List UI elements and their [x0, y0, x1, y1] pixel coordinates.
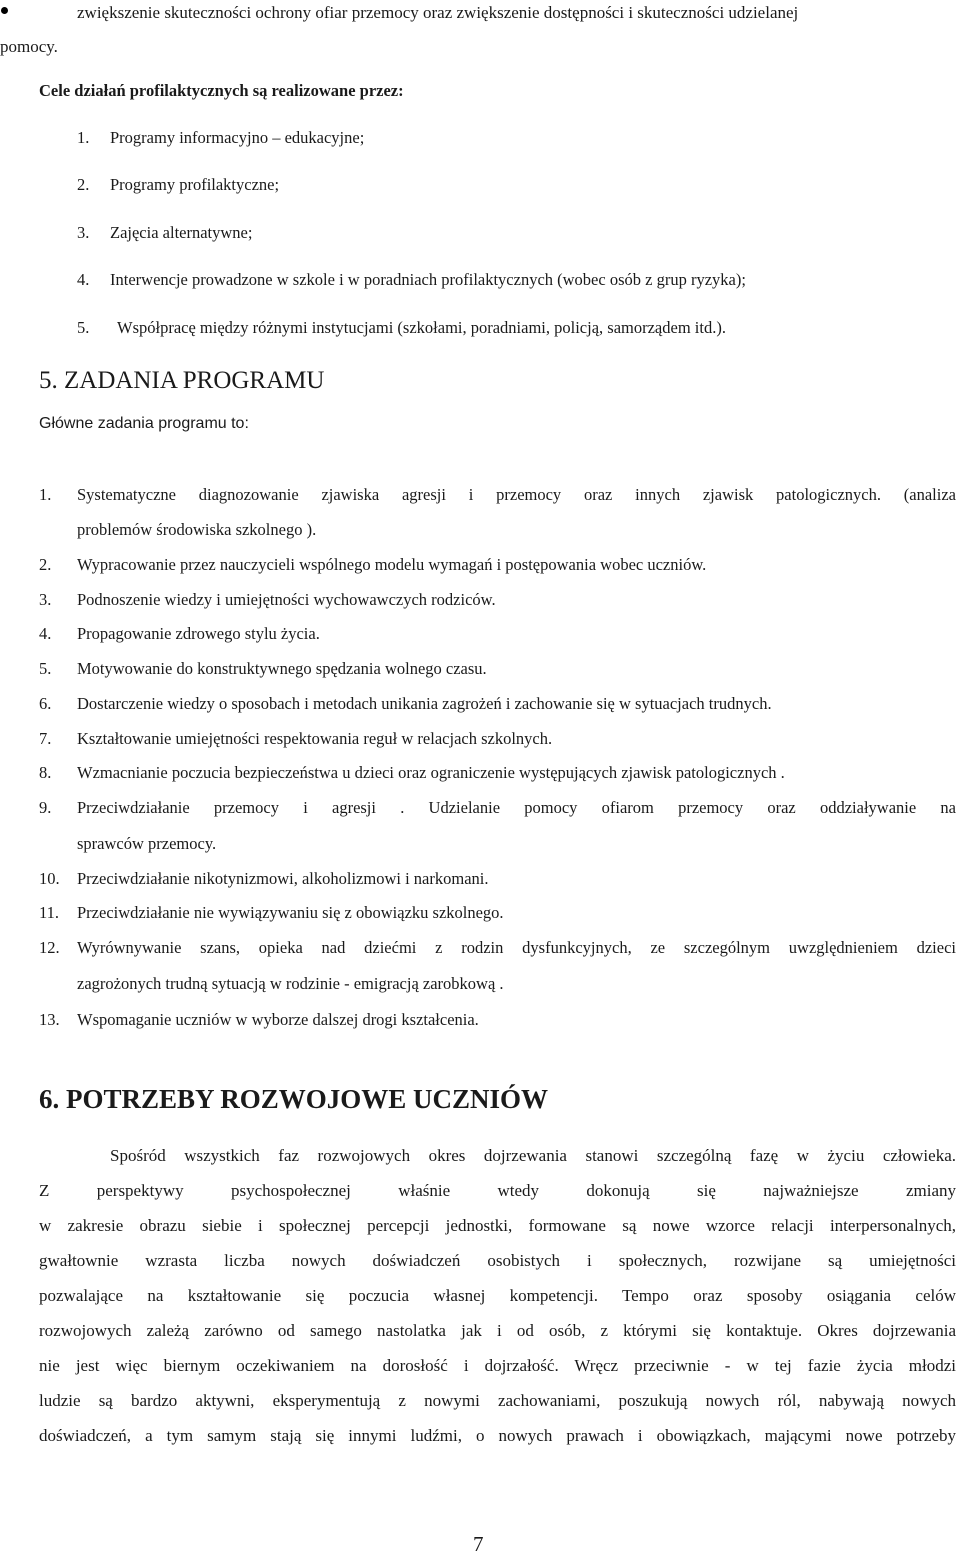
task-text-continued: sprawców przemocy. — [77, 834, 217, 853]
task-text: Wypracowanie przez nauczycieli wspólnego modelu wymagań i postępowania wobec uczniów. — [77, 555, 707, 574]
task-number: 3. — [39, 590, 52, 609]
paragraph-line: w zakresie obrazu siebie i społecznej percepcji jednostki, formowane są nowe wzorce relacji interpersonalnych, — [39, 1216, 956, 1235]
section-5-subtitle: Główne zadania programu to: — [39, 415, 249, 432]
goal-number: 2. — [77, 175, 90, 194]
task-text: Motywowanie do konstruktywnego spędzania wolnego czasu. — [77, 659, 487, 678]
paragraph-line: ludzie są bardzo aktywni, eksperymentują z nowymi zachowaniami, poszukują nowych ról, nabywają nowych — [39, 1391, 956, 1410]
task-text: Systematyczne diagnozowanie zjawiska agresji i przemocy oraz innych zjawisk patologicznych. (analiza — [77, 485, 956, 504]
bullet-text-line1: zwiększenie skuteczności ochrony ofiar przemocy oraz zwiększenie dostępności i skuteczności udzielanej — [77, 3, 799, 22]
paragraph-line: pozwalające na kształtowanie się poczucia własnej kompetencji. Tempo oraz sposoby osiągania celów — [39, 1286, 956, 1305]
task-text: Przeciwdziałanie nie wywiązywaniu się z obowiązku szkolnego. — [77, 903, 504, 922]
task-text: Przeciwdziałanie nikotynizmowi, alkoholizmowi i narkomani. — [77, 869, 489, 888]
task-number: 13. — [39, 1010, 60, 1029]
task-number: 4. — [39, 624, 52, 643]
task-number: 8. — [39, 763, 52, 782]
goal-text: Współpracę między różnymi instytucjami (szkołami, poradniami, policją, samorządem itd.). — [117, 318, 726, 337]
paragraph-line: Spośród wszystkich faz rozwojowych okres dojrzewania stanowi szczególną fazę w życiu człowieka. — [110, 1146, 956, 1165]
task-number: 2. — [39, 555, 52, 574]
task-text: Przeciwdziałanie przemocy i agresji . Udzielanie pomocy ofiarom przemocy oraz oddziaływanie na — [77, 798, 956, 817]
task-number: 5. — [39, 659, 52, 678]
paragraph-line: rozwojowych zależą zarówno od samego nastolatka jak i od osób, z którymi się kontaktuje. Okres dojrzewania — [39, 1321, 956, 1340]
paragraph-line: doświadczeń, a tym samym stają się innymi ludźmi, o nowych prawach i obowiązkach, mającymi nowe potrzeby — [39, 1426, 956, 1445]
task-text: Propagowanie zdrowego stylu życia. — [77, 624, 320, 643]
task-number: 12. — [39, 938, 60, 957]
goal-text: Programy profilaktyczne; — [110, 175, 280, 194]
goals-heading: Cele działań profilaktycznych są realizowane przez: — [39, 81, 404, 100]
task-number: 11. — [39, 903, 60, 922]
section-5-title: 5. ZADANIA PROGRAMU — [39, 367, 325, 394]
paragraph-line: gwałtownie wzrasta liczba nowych doświadczeń osobistych i społecznych, rozwijane są umiejętności — [39, 1251, 956, 1270]
task-text-continued: zagrożonych trudną sytuacją w rodzinie - emigracją zarobkową . — [77, 974, 504, 993]
task-text: Wzmacnianie poczucia bezpieczeństwa u dzieci oraz ograniczenie występujących zjawisk patologicznych . — [77, 763, 785, 782]
task-number: 7. — [39, 729, 52, 748]
goal-number: 5. — [77, 318, 90, 337]
task-number: 10. — [39, 869, 60, 888]
task-text-continued: problemów środowiska szkolnego ). — [77, 520, 317, 539]
bullet-dot — [1, 7, 8, 14]
task-number: 9. — [39, 798, 52, 817]
paragraph-line: nie jest więc biernym oczekiwaniem na dorosłość i dojrzałość. Wręcz przeciwnie - w tej fazie życia młodzi — [39, 1356, 956, 1375]
goal-text: Zajęcia alternatywne; — [110, 223, 253, 242]
task-text: Podnoszenie wiedzy i umiejętności wychowawczych rodziców. — [77, 590, 496, 609]
page-number: 7 — [473, 1532, 484, 1556]
task-text: Wspomaganie uczniów w wyborze dalszej drogi kształcenia. — [77, 1010, 479, 1029]
task-number: 6. — [39, 694, 52, 713]
goal-text: Interwencje prowadzone w szkole i w poradniach profilaktycznych (wobec osób z grup ryzyka); — [110, 270, 746, 289]
goal-number: 3. — [77, 223, 90, 242]
task-text: Wyrównywanie szans, opieka nad dziećmi z rodzin dysfunkcyjnych, ze szczególnym uwzględnieniem dzieci — [77, 938, 956, 957]
task-number: 1. — [39, 485, 52, 504]
task-text: Kształtowanie umiejętności respektowania reguł w relacjach szkolnych. — [77, 729, 553, 748]
paragraph-line: Z perspektywy psychospołecznej właśnie wtedy dokonują się najważniejsze zmiany — [39, 1181, 956, 1200]
goal-text: Programy informacyjno – edukacyjne; — [110, 128, 365, 147]
goal-number: 4. — [77, 270, 90, 289]
task-text: Dostarczenie wiedzy o sposobach i metodach unikania zagrożeń i zachowanie się w sytuacjach trudnych. — [77, 694, 772, 713]
section-6-title: 6. POTRZEBY ROZWOJOWE UCZNIÓW — [39, 1084, 549, 1114]
bullet-text-line2: pomocy. — [0, 37, 58, 56]
goal-number: 1. — [77, 128, 90, 147]
